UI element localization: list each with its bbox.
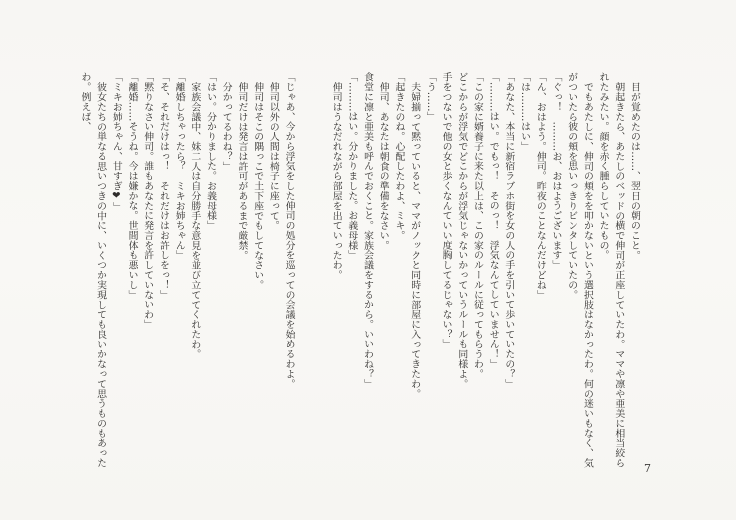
text-line: 伸司はうなだれながら部屋を出ていったわ。 bbox=[330, 81, 342, 280]
text-line: どこからが浮気でどこからが浮気じゃないかっていうルールも同様よ。 bbox=[456, 72, 468, 389]
blank-line bbox=[312, 72, 328, 472]
text-line: 「そ、それだけはっ！ それだけはお許しをっ！」 bbox=[157, 72, 169, 300]
text-line: 目が覚めたのは……、翌日の朝のこと。 bbox=[629, 81, 640, 260]
text-line: 分かってるわね？」 bbox=[220, 81, 232, 171]
text-line: 「この家に婿養子に来た以上は、この家のルールに従ってもらうわ。 bbox=[471, 72, 483, 379]
text-line: 食堂に凛と亜美も呼んでおくこと。家族会議をするから。いいわね？」 bbox=[362, 72, 374, 389]
text-line: 「………はい。分かりました。お義母様」 bbox=[346, 72, 358, 260]
blank-line bbox=[297, 72, 313, 472]
text-line: 伸司、あなたは朝食の準備をなさい。 bbox=[377, 81, 389, 251]
text-line: 「ミキお姉ちゃん、甘すぎ❤」 bbox=[110, 72, 122, 212]
text-line: 夫婦揃って黙っていると、ママがノックと同時に部屋に入ってきたわ。 bbox=[409, 81, 421, 399]
text-line: 「あなた、本当に新宿ラブホ街を女の人の手を引いて歩いていたの？」 bbox=[503, 72, 515, 389]
text-line: 「じゃあ、今から浮気をした伸司の処分を巡っての会議を始めるわよ。 bbox=[283, 72, 295, 389]
text-line: 「離婚……そうね。今は嫌かな。世間体も悪いし」 bbox=[126, 72, 138, 300]
text-line: 家族会議中、妹二人は自分勝手な意見を並び立ててくれたわ。 bbox=[189, 81, 201, 359]
text-line: 伸司はそこの隅っこで土下座でもしてなさい。 bbox=[252, 81, 264, 290]
text-line: でもあたしに、伸司の頬をを叩かないという選択肢はなかったわ。何の迷いもなく、気 bbox=[581, 81, 593, 468]
text-line: 「は………はい」 bbox=[519, 72, 531, 152]
text-line: 「離婚しちゃったら？ ミキお姉ちゃん」 bbox=[173, 72, 185, 260]
text-line: れたみたい。顔を赤く腫らしていたもの。 bbox=[597, 72, 609, 260]
text-line: がついたら彼の頬を思いっきりビンタしていたの。 bbox=[566, 72, 578, 300]
text-line: 「………はい。でもっ！ そのっ！ 浮気なんてしていません！」 bbox=[487, 72, 499, 369]
text-line: 朝起きたら、あたしのベッドの横で伸司が正座していたわ。ママや凛や亜美に相当絞ら bbox=[613, 81, 625, 468]
page-number: 7 bbox=[644, 462, 651, 475]
text-line: 「う……」 bbox=[424, 72, 436, 122]
text-line: 「ぐっ！ ………お、おはようございます」 bbox=[550, 72, 562, 270]
text-line: 伸司以外の人間は椅子に座って。 bbox=[267, 81, 279, 231]
text-line: 「黙りなさい伸司。誰もあなたに発言を許していないわ」 bbox=[142, 72, 154, 330]
text-line: 伸司だけは発言は許可があるまで厳禁。 bbox=[236, 81, 248, 260]
text-line: 「はい。分かりました。お義母様」 bbox=[205, 72, 217, 231]
text-line: 「ん、おはよう。伸司。昨夜のことなんだけどね」 bbox=[534, 72, 546, 300]
novel-text-block bbox=[77, 72, 642, 472]
text-line: 手をつないで他の女と歩くなんていい度胸してるじゃない？」 bbox=[440, 72, 452, 349]
text-line: 「起きたのね。心配したわよ、ミキ。 bbox=[393, 72, 405, 241]
text-line: 彼女たちの単なる思いつきの中に、いくつか実現しても良いかなって思うものもあった bbox=[95, 81, 107, 468]
text-line: わ。例えば、 bbox=[79, 72, 91, 132]
